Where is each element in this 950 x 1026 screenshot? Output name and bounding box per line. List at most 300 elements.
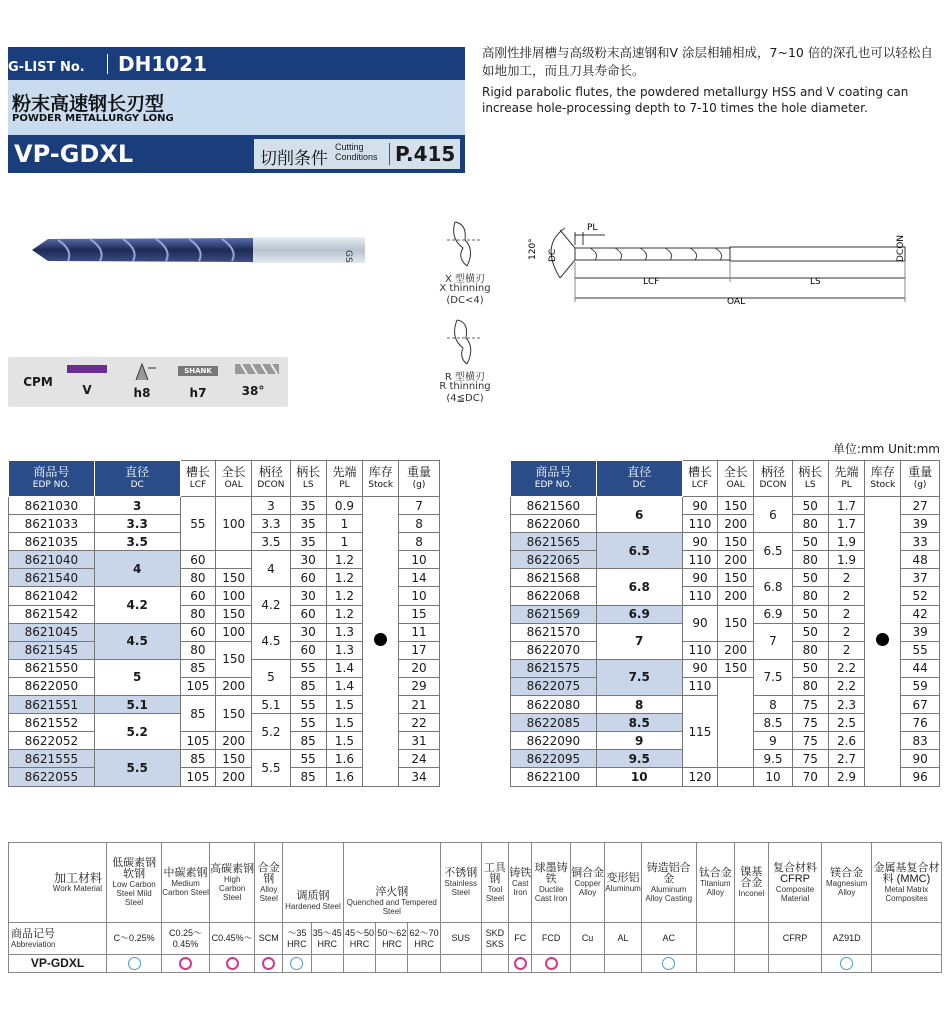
recommended-icon <box>262 957 275 970</box>
table-cell: 76 <box>901 714 940 732</box>
table-cell: 8622080 <box>511 696 597 714</box>
table-cell: 150 <box>718 659 754 677</box>
table-cell: 1.4 <box>326 659 363 677</box>
table-cell: 1.7 <box>828 515 865 533</box>
table-cell: 80 <box>180 569 216 587</box>
suitability-cell <box>481 955 508 973</box>
description-cn: 高刚性排屑槽与高级粉末高速钢和V 涂层相辅相成，7~10 倍的深孔也可以轻松自如地加工，而且刀具寿命长。 <box>482 45 933 78</box>
material-col-header: 变形铝 Aluminum <box>605 843 642 923</box>
suitability-cell <box>162 955 210 973</box>
material-col-header: 高碳素钢 High Carbon Steel <box>209 843 255 923</box>
blank-cell <box>283 843 344 881</box>
abbreviation-cell: C0.45%～ <box>209 923 255 955</box>
col-oal: 全长 OAL <box>718 461 754 497</box>
table-cell: 8621570 <box>511 623 597 641</box>
col-lcf: 槽长 LCF <box>180 461 216 497</box>
table-cell: 4 <box>94 551 180 587</box>
table-cell: 1.5 <box>326 732 363 750</box>
table-cell: 3.5 <box>252 533 291 551</box>
table-cell: 70 <box>792 768 828 786</box>
table-cell: 33 <box>901 533 940 551</box>
recommended-icon <box>179 957 192 970</box>
suitable-icon <box>840 957 853 970</box>
table-cell: 150 <box>216 696 252 732</box>
col-oal: 全长 OAL <box>216 461 252 497</box>
table-cell: 5.5 <box>252 750 291 786</box>
dim-dcon-label: DCON <box>896 234 906 262</box>
table-cell: 1.5 <box>326 696 363 714</box>
table-cell: 14 <box>399 569 440 587</box>
stock-cell <box>865 497 901 787</box>
table-cell: 90 <box>682 605 718 641</box>
table-cell: 27 <box>901 497 940 515</box>
table-cell: 60 <box>180 587 216 605</box>
table-cell: 21 <box>399 696 440 714</box>
material-col-header: 铸铁 Cast Iron <box>509 843 532 923</box>
tolerance-icon <box>132 360 162 384</box>
table-cell: 67 <box>901 696 940 714</box>
table-cell: 1.2 <box>326 587 363 605</box>
table-cell: 3.5 <box>94 533 180 551</box>
table-cell: 1.4 <box>326 677 363 695</box>
table-cell: 8621040 <box>9 551 95 569</box>
table-cell: 75 <box>792 732 828 750</box>
table-cell: 200 <box>216 677 252 695</box>
table-cell: 8622100 <box>511 768 597 786</box>
col-stock: 库存 Stock <box>363 461 399 497</box>
table-cell <box>718 677 754 767</box>
material-col-header: 不锈钢 Stainless Steel <box>440 843 481 923</box>
material-col-header: 工具钢 Tool Steel <box>481 843 508 923</box>
col-weight: 重量 (g) <box>901 461 940 497</box>
table-cell: 60 <box>290 641 326 659</box>
table-cell: 110 <box>682 677 718 695</box>
table-cell: 60 <box>290 569 326 587</box>
table-cell: 8621545 <box>9 641 95 659</box>
table-cell: 5.2 <box>94 714 180 750</box>
material-col-header: 复合材料 CFRP Composite Material <box>768 843 822 923</box>
table-cell: 8621568 <box>511 569 597 587</box>
table-cell: 35 <box>290 533 326 551</box>
table-cell: 6.8 <box>596 569 682 605</box>
abbreviation-cell: C～0.25% <box>107 923 162 955</box>
suitable-icon <box>290 957 303 970</box>
suitability-cell <box>822 955 872 973</box>
table-cell: 8622068 <box>511 587 597 605</box>
table-cell <box>216 551 252 569</box>
recommended-icon <box>514 957 527 970</box>
suitability-cell <box>768 955 822 973</box>
material-col-header: 镁合金 Magnesium Alloy <box>822 843 872 923</box>
x-thinning-icon <box>445 220 485 270</box>
material-table <box>8 842 942 973</box>
table-cell: 8622055 <box>9 768 95 786</box>
col-weight: 重量 (g) <box>399 461 440 497</box>
col-lcf: 槽长 LCF <box>682 461 718 497</box>
table-cell: 8621565 <box>511 533 597 551</box>
table-cell: 8.5 <box>596 714 682 732</box>
table-cell: 6.5 <box>754 533 793 569</box>
table-cell: 29 <box>399 677 440 695</box>
table-cell: 30 <box>290 623 326 641</box>
table-cell: 75 <box>792 696 828 714</box>
table-cell: 150 <box>718 497 754 515</box>
table-cell: 55 <box>290 659 326 677</box>
suitability-cell <box>871 955 941 973</box>
product-table-left <box>8 460 440 787</box>
table-cell: 8621555 <box>9 750 95 768</box>
table-cell: 150 <box>216 641 252 677</box>
recommended-icon <box>545 957 558 970</box>
table-cell: 8 <box>596 696 682 714</box>
table-cell: 100 <box>216 623 252 641</box>
table-cell: 80 <box>792 677 828 695</box>
table-cell: 110 <box>682 587 718 605</box>
material-col-header: 合金钢 Alloy Steel <box>255 843 283 923</box>
table-cell: 3 <box>94 497 180 515</box>
col-dc: 直径 DC <box>94 461 180 497</box>
table-cell: 4.2 <box>94 587 180 623</box>
abbreviation-cell: 50～62 HRC <box>376 923 408 955</box>
model-name: VP-GDXL <box>14 140 134 168</box>
table-cell: 8621035 <box>9 533 95 551</box>
table-cell: 8621042 <box>9 587 95 605</box>
x-thinning-en: X thinning <box>439 283 491 294</box>
table-cell: 10 <box>754 768 793 786</box>
table-cell: 1 <box>326 533 363 551</box>
table-cell: 31 <box>399 732 440 750</box>
table-cell: 80 <box>792 515 828 533</box>
table-cell: 85 <box>290 768 326 786</box>
table-cell: 150 <box>216 750 252 768</box>
suitability-cell <box>509 955 532 973</box>
table-cell: 90 <box>682 533 718 551</box>
table-cell: 8621550 <box>9 659 95 677</box>
coating-swatch <box>67 365 107 373</box>
table-cell: 24 <box>399 750 440 768</box>
table-cell: 6.9 <box>754 605 793 623</box>
table-cell: 83 <box>901 732 940 750</box>
abbreviation-cell: FCD <box>532 923 570 955</box>
table-cell: 8622065 <box>511 551 597 569</box>
suitability-cell <box>343 955 375 973</box>
table-cell: 1.9 <box>828 533 865 551</box>
suitability-cell <box>209 955 255 973</box>
table-cell: 1.7 <box>828 497 865 515</box>
table-cell: 17 <box>399 641 440 659</box>
material-col-header: 金属基复合材料 (MMC) Metal Matrix Composites <box>871 843 941 923</box>
abbreviation-header: 商品记号 Abbreviation <box>9 923 107 955</box>
table-cell: 6.8 <box>754 569 793 605</box>
table-cell: 8 <box>754 696 793 714</box>
table-cell: 55 <box>290 750 326 768</box>
table-cell: 90 <box>901 750 940 768</box>
table-cell: 120 <box>682 768 718 786</box>
table-cell: 8621552 <box>9 714 95 732</box>
table-cell: 0.9 <box>326 497 363 515</box>
table-cell: 1.2 <box>326 605 363 623</box>
x-thinning-cn: X 型横刃 <box>444 274 486 285</box>
abbreviation-cell: CFRP <box>768 923 822 955</box>
divider <box>389 143 390 165</box>
table-cell: 5.1 <box>94 696 180 714</box>
table-cell: 37 <box>901 569 940 587</box>
table-cell: 55 <box>901 641 940 659</box>
helix-icon <box>235 362 281 376</box>
table-cell: 5.2 <box>252 714 291 750</box>
unit-label: 单位:mm Unit:mm <box>832 442 940 456</box>
drill-marking: GS <box>343 250 353 263</box>
table-cell: 8622085 <box>511 714 597 732</box>
table-cell: 200 <box>718 515 754 533</box>
material-col-header: 钛合金 Titanium Alloy <box>696 843 735 923</box>
abbreviation-cell: C0.25～0.45% <box>162 923 210 955</box>
table-cell: 90 <box>682 659 718 677</box>
abbreviation-cell <box>735 923 769 955</box>
table-cell: 150 <box>718 605 754 641</box>
table-cell: 90 <box>682 569 718 587</box>
table-cell: 8621542 <box>9 605 95 623</box>
suitability-cell <box>641 955 696 973</box>
suitability-cell <box>107 955 162 973</box>
table-cell: 200 <box>216 768 252 786</box>
table-cell: 80 <box>180 605 216 623</box>
abbreviation-cell: SKD SKS <box>481 923 508 955</box>
abbreviation-cell: AC <box>641 923 696 955</box>
table-cell: 4.2 <box>252 587 291 623</box>
divider <box>107 54 108 74</box>
suitable-icon <box>128 957 141 970</box>
table-cell: 35 <box>290 497 326 515</box>
table-cell: 1.6 <box>326 768 363 786</box>
abbreviation-cell: AZ91D <box>822 923 872 955</box>
table-cell: 8 <box>399 533 440 551</box>
abbreviation-cell: 45～50 HRC <box>343 923 375 955</box>
table-cell: 85 <box>180 659 216 677</box>
table-cell: 2 <box>828 641 865 659</box>
table-cell: 105 <box>180 732 216 750</box>
table-cell: 60 <box>290 605 326 623</box>
table-cell: 55 <box>290 714 326 732</box>
suitability-cell <box>408 955 440 973</box>
table-cell: 2.7 <box>828 750 865 768</box>
table-row <box>9 497 440 515</box>
table-cell: 39 <box>901 623 940 641</box>
abbreviation-cell: ～35 HRC <box>283 923 312 955</box>
cpm-label: CPM <box>23 375 53 389</box>
table-cell: 200 <box>718 641 754 659</box>
table-cell: 50 <box>792 533 828 551</box>
glist-label: G-LIST No. <box>8 60 85 75</box>
col-ls: 柄长 LS <box>792 461 828 497</box>
table-cell: 75 <box>792 714 828 732</box>
table-cell: 6.5 <box>596 533 682 569</box>
table-cell: 8622052 <box>9 732 95 750</box>
dim-lcf-label: LCF <box>643 277 660 287</box>
table-cell: 50 <box>792 497 828 515</box>
table-row <box>511 497 940 515</box>
material-col-header: 低碳素钢 软钢 Low Carbon Steel Mild Steel <box>107 843 162 923</box>
table-cell: 5 <box>252 659 291 695</box>
table-cell: 85 <box>290 677 326 695</box>
product-table-right <box>510 460 940 787</box>
col-pl: 先端 PL <box>828 461 865 497</box>
table-cell: 4.5 <box>252 623 291 659</box>
table-cell: 8622070 <box>511 641 597 659</box>
work-material-header: 加工材料 Work Material <box>9 843 107 923</box>
table-cell: 4.5 <box>94 623 180 659</box>
table-cell: 30 <box>290 551 326 569</box>
dim-dc-label: DC <box>548 248 558 262</box>
table-cell: 1.5 <box>326 714 363 732</box>
table-cell: 9.5 <box>754 750 793 768</box>
table-cell: 42 <box>901 605 940 623</box>
table-cell: 2 <box>828 623 865 641</box>
table-cell: 8621030 <box>9 497 95 515</box>
suitability-cell <box>440 955 481 973</box>
table-cell: 75 <box>792 750 828 768</box>
product-name-cn: 粉末高速钢长刃型 <box>12 93 165 115</box>
table-cell: 10 <box>399 551 440 569</box>
table-cell: 200 <box>718 551 754 569</box>
table-cell: 8622060 <box>511 515 597 533</box>
col-ls: 柄长 LS <box>290 461 326 497</box>
table-cell: 4 <box>252 551 291 587</box>
dim-pl-label: PL <box>587 223 598 233</box>
shank-tag: SHANK <box>178 366 218 376</box>
dim-ls-label: LS <box>810 277 821 287</box>
table-cell: 80 <box>792 587 828 605</box>
table-cell: 8622095 <box>511 750 597 768</box>
table-cell: 55 <box>180 497 216 551</box>
table-cell: 9 <box>754 732 793 750</box>
cutting-conditions-cn: 切削条件 <box>260 149 328 169</box>
table-cell: 8621551 <box>9 696 95 714</box>
dim-angle-label: 120° <box>528 238 538 260</box>
table-cell: 7.5 <box>596 659 682 695</box>
table-cell: 2.5 <box>828 714 865 732</box>
table-cell: 30 <box>290 587 326 605</box>
table-cell: 2.9 <box>828 768 865 786</box>
r-thinning-range: (4≦DC) <box>446 393 484 404</box>
col-dcon: 柄径 DCON <box>252 461 291 497</box>
table-cell: 3 <box>252 497 291 515</box>
table-cell: 39 <box>901 515 940 533</box>
suitability-cell <box>255 955 283 973</box>
abbreviation-cell: SCM <box>255 923 283 955</box>
table-cell: 105 <box>180 768 216 786</box>
suitability-cell <box>311 955 343 973</box>
table-cell: 1.2 <box>326 551 363 569</box>
shank-tolerance-label: h7 <box>189 386 207 400</box>
col-dc: 直径 DC <box>596 461 682 497</box>
table-cell: 50 <box>792 605 828 623</box>
glist-number: DH1021 <box>118 52 208 76</box>
material-col-header: 中碳素钢 Medium Carbon Steel <box>162 843 210 923</box>
col-pl: 先端 PL <box>326 461 363 497</box>
abbreviation-cell: 62～70 HRC <box>408 923 440 955</box>
table-cell: 80 <box>792 551 828 569</box>
table-cell: 100 <box>216 497 252 551</box>
table-cell: 85 <box>180 750 216 768</box>
r-thinning-cn: R 型横刃 <box>444 372 486 383</box>
table-cell: 200 <box>216 732 252 750</box>
abbreviation-cell: AL <box>605 923 642 955</box>
suitability-cell <box>532 955 570 973</box>
table-cell: 8621569 <box>511 605 597 623</box>
col-edp: 商品号 EDP NO. <box>511 461 597 497</box>
suitability-cell <box>283 955 312 973</box>
table-cell: 7 <box>596 623 682 659</box>
suitability-cell <box>735 955 769 973</box>
cutting-conditions-page[interactable]: P.415 <box>395 142 456 166</box>
table-cell: 55 <box>290 696 326 714</box>
table-cell: 22 <box>399 714 440 732</box>
col-edp: 商品号 EDP NO. <box>9 461 95 497</box>
table-cell: 1.2 <box>326 569 363 587</box>
abbreviation-cell <box>871 923 941 955</box>
table-cell: 85 <box>290 732 326 750</box>
col-stock: 库存 Stock <box>865 461 901 497</box>
suitability-cell <box>376 955 408 973</box>
in-stock-icon <box>374 633 387 646</box>
table-cell: 7.5 <box>754 659 793 695</box>
table-cell: 10 <box>399 587 440 605</box>
hardened-steel-header: 调质钢 Hardened Steel <box>283 881 344 923</box>
table-cell: 200 <box>718 587 754 605</box>
table-cell: 110 <box>682 641 718 659</box>
table-cell: 80 <box>792 641 828 659</box>
abbreviation-cell: SUS <box>440 923 481 955</box>
table-cell: 7 <box>399 497 440 515</box>
col-dcon: 柄径 DCON <box>754 461 793 497</box>
table-cell: 8622050 <box>9 677 95 695</box>
recommended-icon <box>226 957 239 970</box>
table-cell: 52 <box>901 587 940 605</box>
table-cell: 1.6 <box>326 750 363 768</box>
table-cell: 1 <box>326 515 363 533</box>
table-cell: 3.3 <box>252 515 291 533</box>
model-row-label: VP-GDXL <box>9 955 107 973</box>
table-cell: 1.9 <box>828 551 865 569</box>
table-cell: 105 <box>180 677 216 695</box>
table-cell: 85 <box>180 696 216 732</box>
x-thinning-range: (DC<4) <box>446 295 484 306</box>
table-cell: 15 <box>399 605 440 623</box>
table-cell: 100 <box>216 587 252 605</box>
suitability-cell <box>570 955 604 973</box>
material-col-header: 铸造铝合金 Aluminum Alloy Casting <box>641 843 696 923</box>
table-cell: 150 <box>216 569 252 587</box>
material-col-header: 铜合金 Copper Alloy <box>570 843 604 923</box>
description-en: Rigid parabolic flutes, the powdered metallurgy HSS and V coating can increase hole-processing depth to 7-10 times the hole diameter. <box>482 85 909 115</box>
table-cell: 150 <box>216 605 252 623</box>
table-cell: 8621033 <box>9 515 95 533</box>
table-cell: 34 <box>399 768 440 786</box>
table-cell: 10 <box>596 768 682 786</box>
table-cell: 8621045 <box>9 623 95 641</box>
quenched-steel-header: 淬火钢 Quenched and Tempered Steel <box>343 881 440 923</box>
table-cell: 3.3 <box>94 515 180 533</box>
suitability-cell <box>605 955 642 973</box>
table-cell: 1.3 <box>326 623 363 641</box>
table-cell: 7 <box>754 623 793 659</box>
suitable-icon <box>662 957 675 970</box>
table-cell <box>718 768 754 786</box>
table-cell: 60 <box>180 623 216 641</box>
table-cell: 6 <box>754 497 793 533</box>
table-cell: 2 <box>828 587 865 605</box>
